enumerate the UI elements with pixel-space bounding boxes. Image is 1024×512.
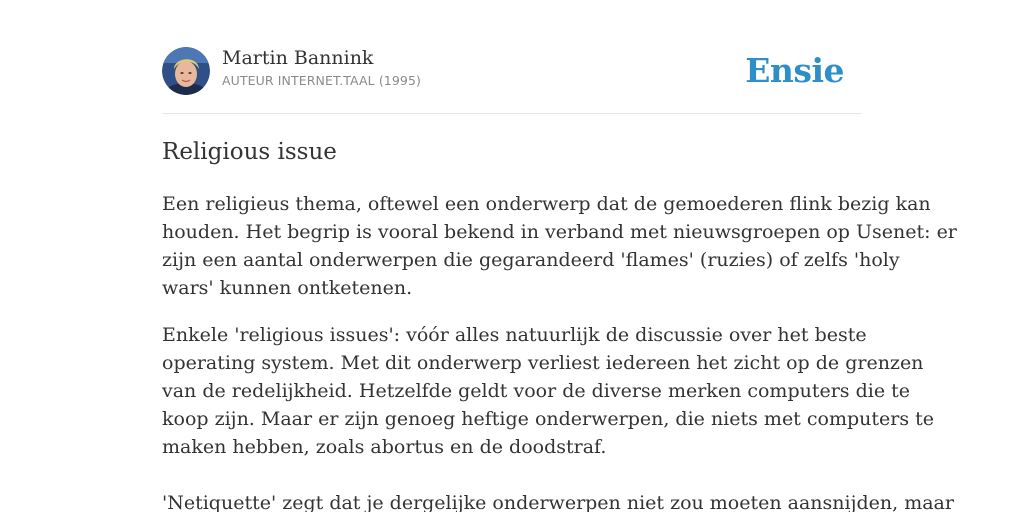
- article-title: Religious issue: [162, 139, 337, 165]
- author-source: AUTEUR INTERNET.TAAL (1995): [222, 73, 421, 88]
- author-name[interactable]: Martin Bannink: [222, 47, 374, 69]
- author-header: [162, 46, 862, 96]
- article-paragraph: [162, 489, 954, 512]
- paragraph-line: van de redelijkheid. Hetzelfde geldt voor de diverse merken computers die te: [162, 380, 910, 402]
- article-paragraph: [162, 190, 957, 302]
- paragraph-line: Een religieus thema, oftewel een onderwerp dat de gemoederen flink bezig kan: [162, 193, 931, 215]
- article-body: [162, 190, 957, 512]
- paragraph-line: Enkele 'religious issues': vóór alles natuurlijk de discussie over het beste: [162, 324, 867, 346]
- paragraph-line: houden. Het begrip is vooral bekend in verband met nieuwsgroepen op Usenet: er: [162, 221, 957, 243]
- paragraph-line: zijn een aantal onderwerpen die gegarandeerd 'flames' (ruzies) of zelfs 'holy: [162, 249, 900, 271]
- header-divider: [162, 113, 862, 114]
- paragraph-line: wars' kunnen ontketenen.: [162, 277, 413, 299]
- paragraph-line: 'Netiquette' zegt dat je dergelijke onderwerpen niet zou moeten aansnijden, maar: [162, 492, 954, 512]
- paragraph-line: operating system. Met dit onderwerp verliest iedereen het zicht op de grenzen: [162, 352, 924, 374]
- author-avatar[interactable]: [162, 47, 210, 95]
- article-paragraph: [162, 321, 934, 461]
- brand-logo[interactable]: Ensie: [745, 51, 844, 90]
- paragraph-line: maken hebben, zoals abortus en de doodstraf.: [162, 436, 607, 458]
- paragraph-line: koop zijn. Maar er zijn genoeg heftige onderwerpen, die niets met computers te: [162, 408, 934, 430]
